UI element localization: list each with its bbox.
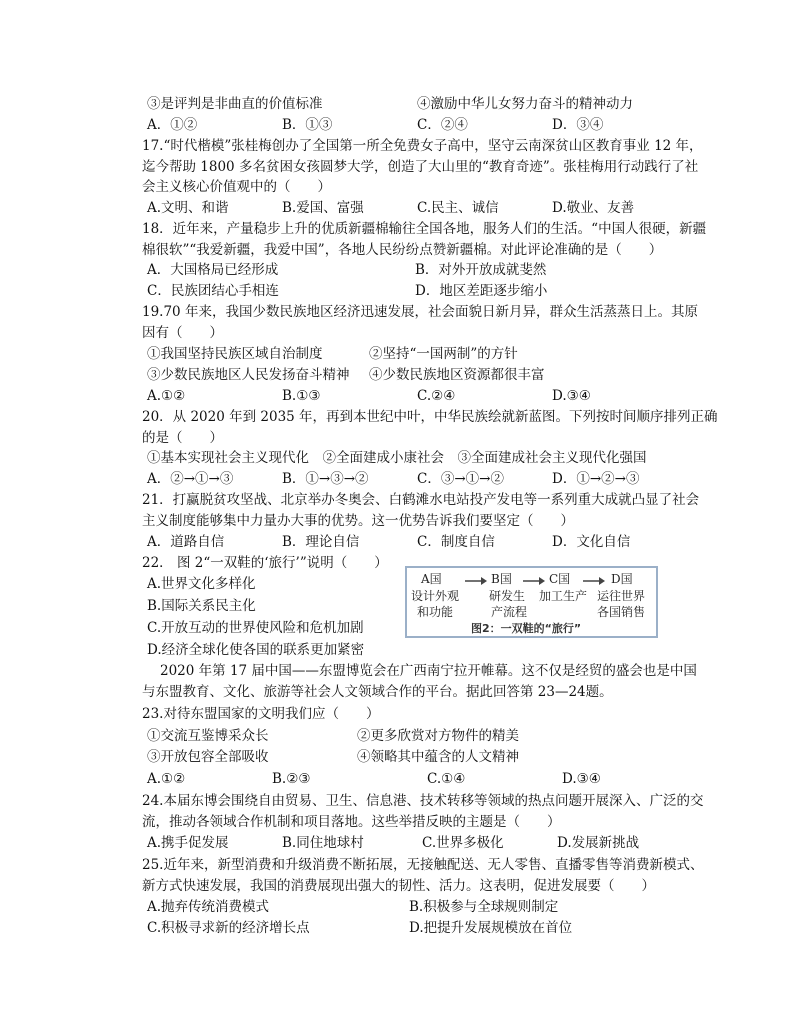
q18-option-c: C．民族团结心手相连 [147, 283, 279, 299]
q23-option-d: D.③④ [562, 771, 601, 787]
shoe-travel-figure [405, 566, 658, 638]
q20-stem-line2: 的是（ ） [142, 430, 223, 446]
q17-option-b: B.爱国、富强 [282, 200, 364, 216]
passage-line2: 与东盟教育、文化、旅游等社会人文领域合作的平台。据此回答第 23—24题。 [142, 684, 613, 700]
q21-stem-line1: 21．打赢脱贫攻坚战、北京举办冬奥会、白鹤滩水电站投产发电等一系列重大成就凸显了社会 [142, 492, 700, 508]
figure-country-c: C国 [549, 572, 571, 586]
q20-option-a: A．②→①→③ [147, 471, 234, 487]
q25-stem-line2: 新方式快速发展，我国的消费展现出强大的韧性、活力。这表明，促进发展要（ ） [142, 878, 655, 894]
q20-stem-line1: 20．从 2020 年到 2035 年，再到本世纪中叶，中华民族绘就新蓝图。下列按时间顺序排列正确 [142, 409, 718, 425]
q19-option-d: D.③④ [552, 388, 591, 404]
q16-option-a: A．①② [147, 117, 198, 133]
q19-stem-line2: 因有（ ） [142, 325, 223, 341]
q21-option-b: B．理论自信 [282, 534, 360, 550]
figure-country-b-desc2: 产流程 [491, 605, 528, 619]
q24-stem-line1: 24.本届东博会围绕自由贸易、卫生、信息港、技术转移等领域的热点问题开展深入、广泛的交 [142, 793, 704, 809]
figure-caption: 图2：一双鞋的“旅行” [471, 622, 582, 635]
q19-statement-4: ④少数民族地区资源都很丰富 [369, 367, 545, 383]
q22-stem: 22． 图 2“一双鞋的‘旅行’”说明（ ） [142, 555, 388, 571]
q18-stem-line2: 棉很软”“我爱新疆，我爱中国”，各地人民纷纷点赞新疆棉。对此评论准确的是（ ） [142, 242, 663, 258]
q24-option-d: D.发展新挑战 [557, 835, 640, 851]
q19-option-c: C.②④ [417, 388, 456, 404]
q25-option-c: C.积极寻求新的经济增长点 [147, 920, 310, 936]
q16-option-c: C．②④ [417, 117, 468, 133]
q23-option-c: C.①④ [427, 771, 466, 787]
q22-option-b: B.国际关系民主化 [147, 598, 256, 614]
q25-stem-line1: 25.近年来，新型消费和升级消费不断拓展，无接触配送、无人零售、直播零售等消费新模式、 [142, 857, 704, 873]
q17-option-d: D.敬业、友善 [552, 200, 635, 216]
q17-option-a: A.文明、和谐 [147, 200, 229, 216]
q17-stem-line2: 迄今帮助 1800 多名贫困女孩圆梦大学，创造了大山里的“教育奇迹”。张桂梅用行动践行了社 [142, 159, 699, 175]
q21-option-d: D．文化自信 [552, 534, 631, 550]
q18-stem-line1: 18．近年来，产量稳步上升的优质新疆棉输往全国各地，服务人们的生活。“中国人很硬，新疆 [142, 221, 707, 237]
q17-stem-line1: 17.“时代楷模”张桂梅创办了全国第一所全免费女子高中，坚守云南深贫山区教育事业 12 年， [142, 138, 703, 154]
passage-line1: 2020 年第 17 届中国——东盟博览会在广西南宁拉开帷幕。这不仅是经贸的盛会也是中国 [160, 663, 697, 679]
figure-country-b-desc1: 研发生 [489, 589, 526, 603]
q25-option-d: D.把提升发展规模放在首位 [409, 920, 573, 936]
q23-statement-1: ①交流互鉴博采众长 [147, 728, 269, 744]
figure-country-a-desc2: 和功能 [417, 605, 454, 619]
q18-option-a: A．大国格局已经形成 [147, 262, 279, 278]
q23-option-b: B.②③ [272, 771, 311, 787]
figure-country-a-desc1: 设计外观 [411, 589, 460, 603]
q19-option-b: B.①③ [282, 388, 321, 404]
figure-country-c-desc1: 加工生产 [539, 589, 588, 603]
q20-option-c: C．③→①→② [417, 471, 504, 487]
q17-option-c: C.民主、诚信 [417, 200, 499, 216]
q18-option-b: B．对外开放成就斐然 [415, 262, 547, 278]
arrow-icon [523, 576, 545, 586]
q22-option-c: C.开放互动的世界使风险和危机加剧 [147, 620, 364, 636]
q16-statement-3: ③是评判是非曲直的价值标准 [147, 96, 323, 112]
q19-statement-1: ①我国坚持民族区域自治制度 [147, 346, 323, 362]
q23-statement-2: ②更多欣赏对方物件的精美 [357, 728, 519, 744]
q25-option-b: B.积极参与全球规则制定 [409, 899, 559, 915]
figure-country-b: B国 [491, 572, 512, 586]
q24-option-c: C.世界多极化 [422, 835, 504, 851]
q23-statement-3: ③开放包容全部吸收 [147, 749, 269, 765]
q20-option-d: D．①→②→③ [552, 471, 640, 487]
q19-statement-2: ②坚持“一国两制”的方针 [369, 346, 518, 362]
q19-statement-3: ③少数民族地区人民发扬奋斗精神 [147, 367, 350, 383]
q25-option-a: A.抛弃传统消费模式 [147, 899, 270, 915]
figure-country-d-desc1: 运往世界 [597, 589, 646, 603]
q24-stem-line2: 流，推动各领域合作机制和项目落地。这些举措反映的主题是（ ） [142, 814, 561, 830]
q20-option-b: B．①→③→② [282, 471, 369, 487]
q19-option-a: A.①② [147, 388, 186, 404]
figure-country-d: D国 [611, 572, 633, 586]
q18-option-d: D．地区差距逐步缩小 [415, 283, 548, 299]
q23-option-a: A.①② [147, 771, 186, 787]
q22-option-d: D.经济全球化使各国的联系更加紧密 [147, 642, 365, 658]
q21-option-a: A．道路自信 [147, 534, 225, 550]
arrow-icon [465, 576, 487, 586]
q23-statement-4: ④领略其中蕴含的人文精神 [357, 749, 519, 765]
figure-country-a: A国 [421, 572, 442, 586]
q24-option-b: B.同住地球村 [282, 835, 364, 851]
q20-items: ①基本实现社会主义现代化 ②全面建成小康社会 ③全面建成社会主义现代化强国 [147, 450, 647, 466]
q21-option-c: C．制度自信 [417, 534, 495, 550]
q17-stem-line3: 会主义核心价值观中的（ ） [142, 179, 331, 195]
q21-stem-line2: 主义制度能够集中力量办大事的优势。这一优势告诉我们要坚定（ ） [142, 513, 574, 529]
q24-option-a: A.携手促发展 [147, 835, 229, 851]
q22-option-a: A.世界文化多样化 [147, 576, 256, 592]
q16-option-b: B．①③ [282, 117, 333, 133]
q19-stem-line1: 19.70 年来，我国少数民族地区经济迅速发展，社会面貌日新月异，群众生活蒸蒸日上。其原 [142, 304, 698, 320]
q16-statement-4: ④激励中华儿女努力奋斗的精神动力 [417, 96, 633, 112]
q23-stem: 23.对待东盟国家的文明我们应（ ） [142, 706, 380, 722]
q16-option-d: D．③④ [552, 117, 604, 133]
arrow-icon [583, 576, 605, 586]
figure-country-d-desc2: 各国销售 [597, 605, 646, 619]
